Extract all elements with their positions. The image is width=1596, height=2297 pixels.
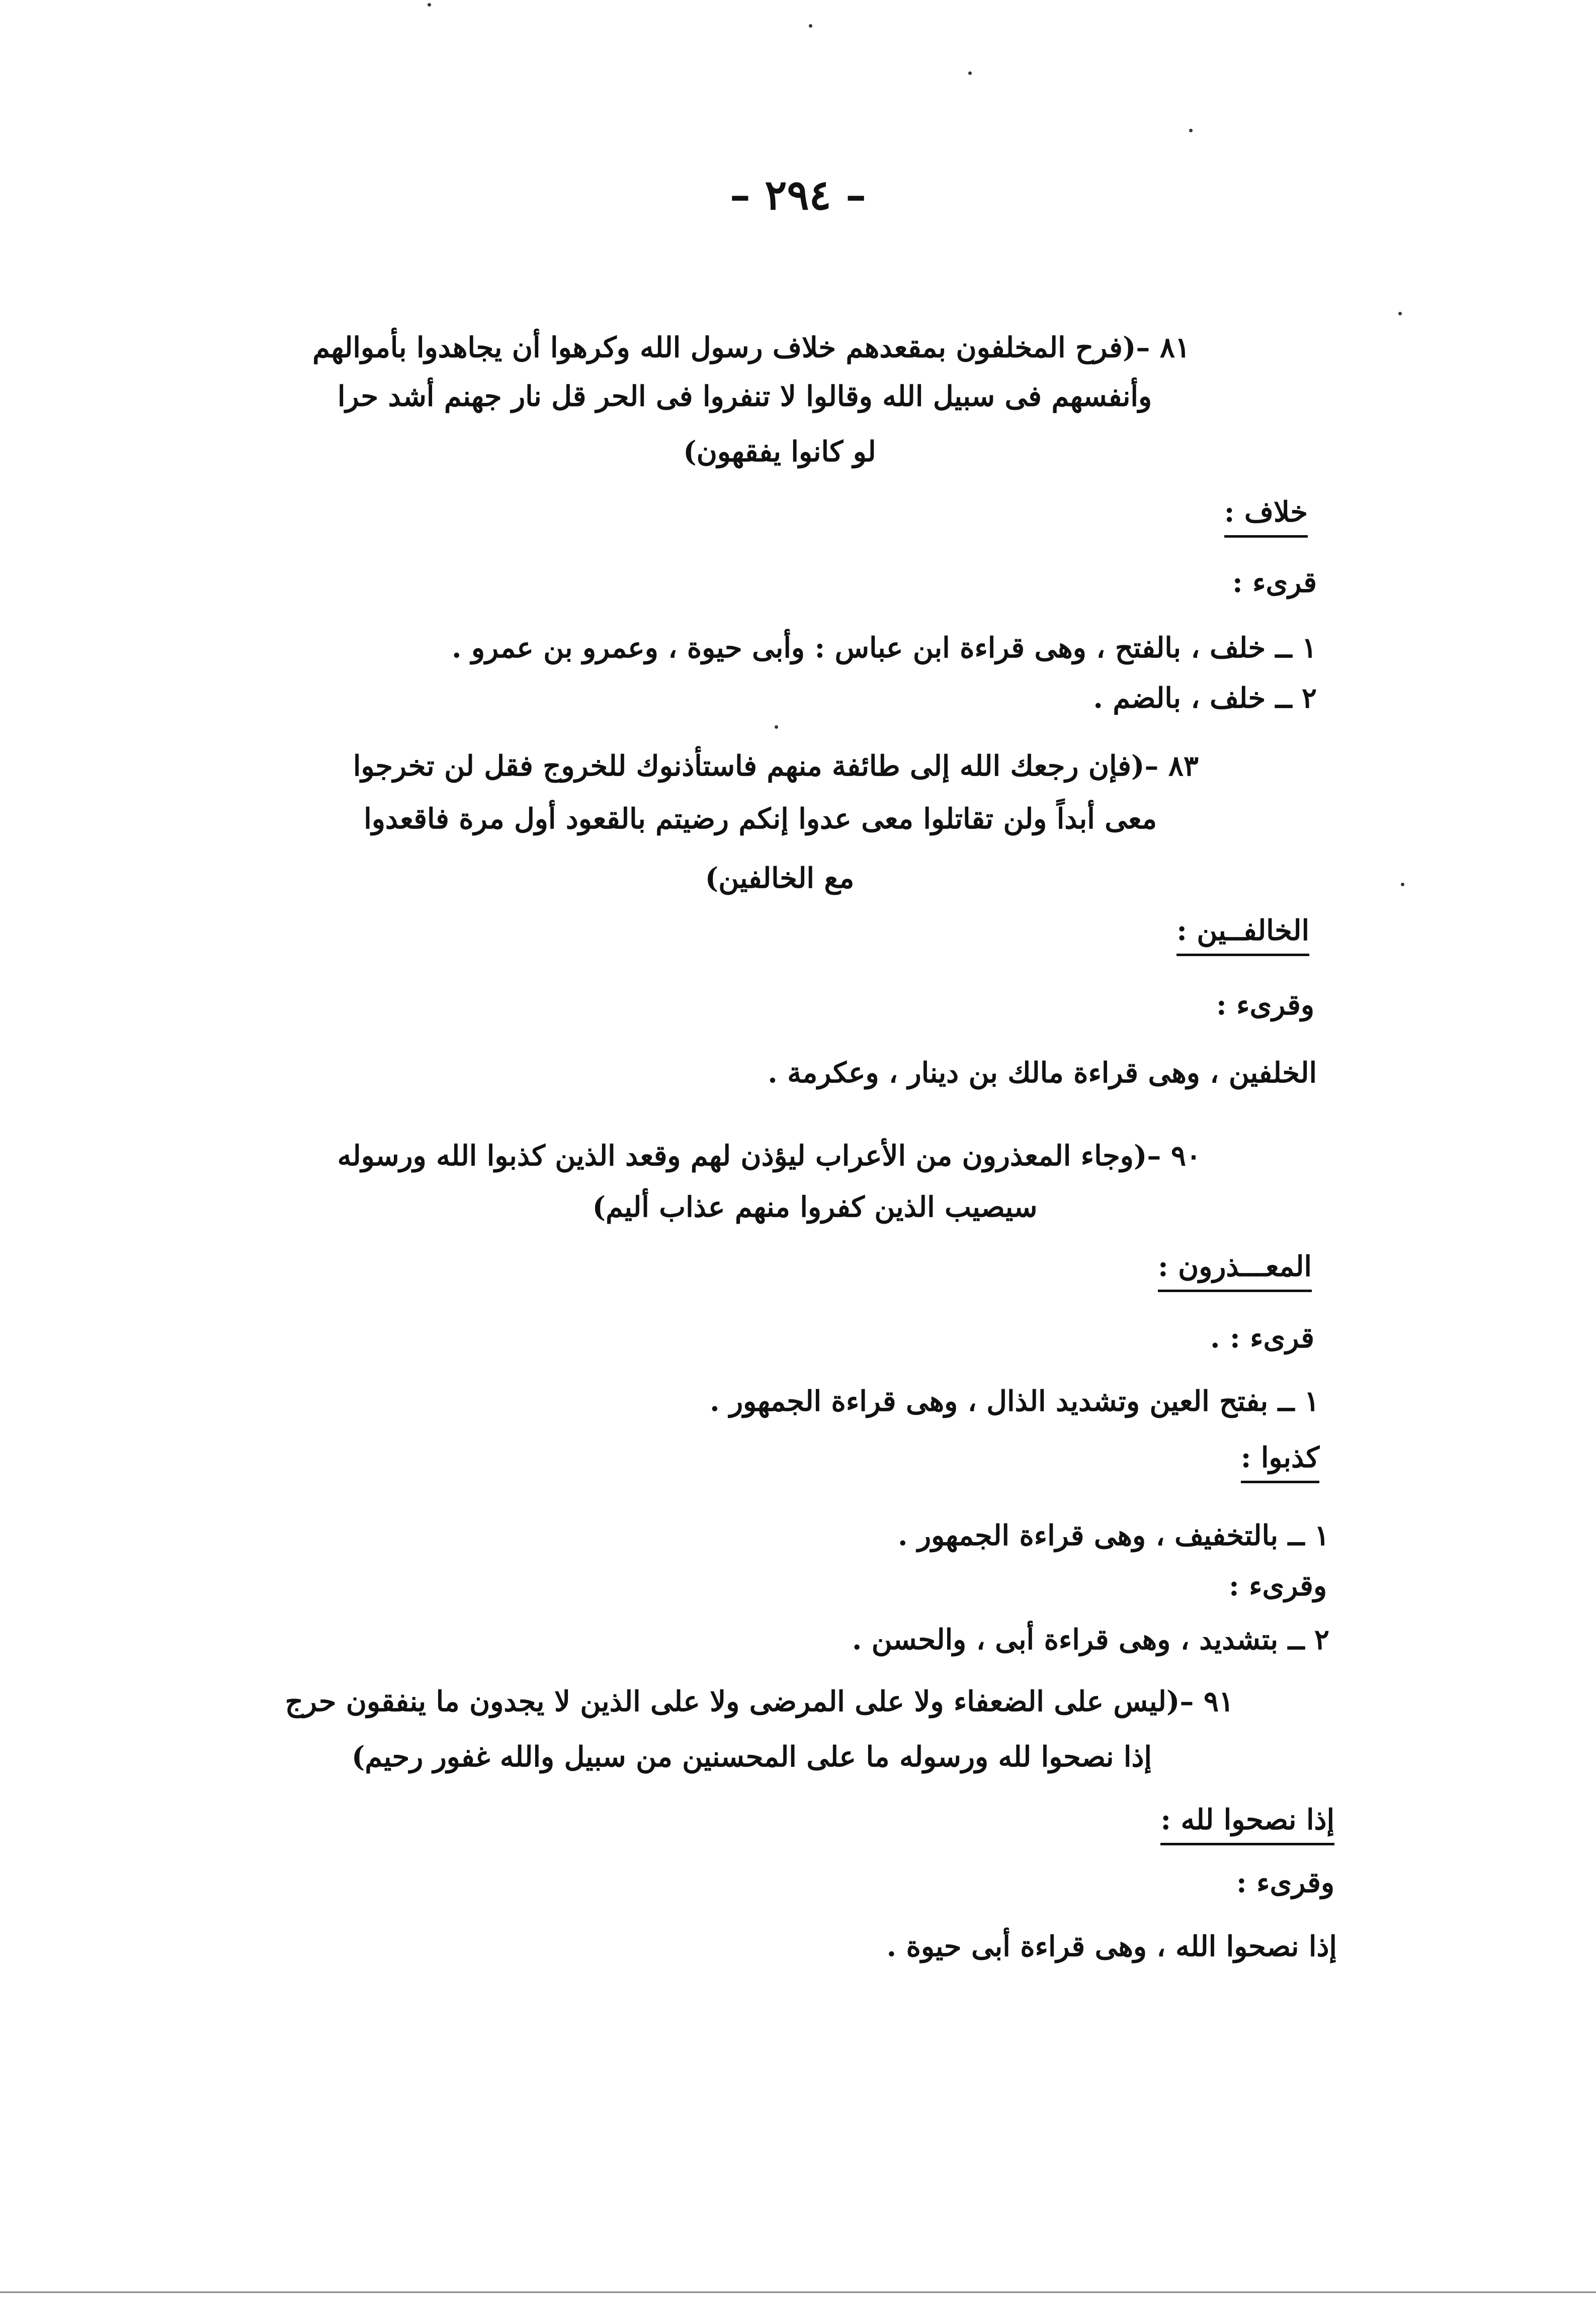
reading-line: ٢ ــ بتشديد ، وهى قراءة أبى ، والحسن . xyxy=(852,1623,1329,1656)
verse-83-line-1: ٨٣ –(فإن رجعك الله إلى طائفة منهم فاستأذنوك للخروج فقل لن تخرجوا xyxy=(353,749,1199,783)
heading-muadhirun xyxy=(1158,1252,1312,1292)
heading-khilaf xyxy=(1224,495,1308,538)
scan-speck xyxy=(1398,312,1402,315)
reading-line: ٢ ــ خلف ، بالضم . xyxy=(1093,682,1317,715)
qurie-label: وقرىء : xyxy=(1228,1569,1327,1602)
verse-90-line-2: سيصيب الذين كفروا منهم عذاب أليم) xyxy=(592,1190,1038,1224)
page-bottom-edge xyxy=(0,2291,1596,2293)
scan-speck xyxy=(809,24,812,28)
qurie-label: وقرىء : xyxy=(1216,988,1314,1022)
heading-muadhirun-text: المعـــذرون : xyxy=(1158,1252,1312,1292)
scan-speck xyxy=(1401,883,1404,886)
reading-line: ١ ــ بالتخفيف ، وهى قراءة الجمهور . xyxy=(898,1519,1329,1552)
heading-nasahu xyxy=(1160,1803,1334,1845)
verse-90-line-1: ٩٠ –(وجاء المعذرون من الأعراب ليؤذن لهم وقعد الذين كذبوا الله ورسوله xyxy=(337,1139,1201,1172)
reading-line: ١ ــ خلف ، بالفتح ، وهى قراءة ابن عباس : وأبى حيوة ، وعمرو بن عمرو . xyxy=(452,631,1317,664)
verse-81-line-3: لو كانوا يفقهون) xyxy=(683,435,876,468)
verse-83-line-3: مع الخالفين) xyxy=(705,862,855,895)
verse-83-line-2: معى أبداً ولن تقاتلوا معى عدوا إنكم رضيتم بالقعود أول مرة فاقعدوا xyxy=(364,802,1157,835)
verse-81-line-1: ٨١ –(فرح المخلفون بمقعدهم خلاف رسول الله وكرهوا أن يجاهدوا بأموالهم xyxy=(312,331,1190,364)
scan-speck xyxy=(428,3,431,7)
reading-line: ١ ــ بفتح العين وتشديد الذال ، وهى قراءة الجمهور . xyxy=(710,1385,1319,1418)
scan-speck xyxy=(968,71,972,75)
verse-91-line-2: إذا نصحوا لله ورسوله ما على المحسنين من سبيل والله غفور رحيم) xyxy=(351,1740,1152,1773)
heading-nasahu-text: إذا نصحوا لله : xyxy=(1160,1806,1334,1845)
verse-91-line-1: ٩١ –(ليس على الضعفاء ولا على المرضى ولا على الذين لا يجدون ما ينفقون حرج xyxy=(285,1685,1234,1718)
heading-kadhabu-text: كذبوا : xyxy=(1241,1443,1319,1483)
qurie-label: قرىء : . xyxy=(1210,1321,1314,1354)
heading-khalifin xyxy=(1177,916,1309,956)
reading-line: إذا نصحوا الله ، وهى قراءة أبى حيوة . xyxy=(886,1930,1337,1963)
scan-speck xyxy=(1189,129,1193,132)
heading-kadhabu xyxy=(1241,1443,1319,1483)
qurie-label: قرىء : xyxy=(1232,566,1317,599)
verse-81-line-2: وأنفسهم فى سبيل الله وقالوا لا تنفروا فى الحر قل نار جهنم أشد حرا xyxy=(338,380,1152,413)
heading-khilaf-text: خلاف : xyxy=(1224,498,1308,538)
reading-line: الخلفين ، وهى قراءة مالك بن دينار ، وعكرمة . xyxy=(768,1056,1317,1089)
heading-khalifin-text: الخالفــين : xyxy=(1177,916,1309,956)
qurie-label: وقرىء : xyxy=(1236,1866,1334,1899)
scan-speck xyxy=(775,725,778,729)
page-number: – ٢٩٤ – xyxy=(729,171,867,219)
